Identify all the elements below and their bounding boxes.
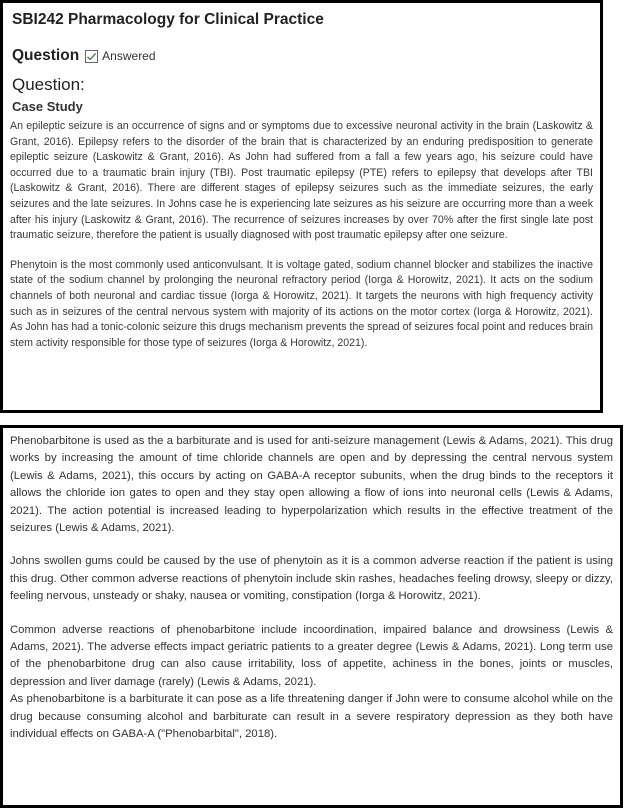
course-title: SBI242 Pharmacology for Clinical Practice (12, 11, 324, 28)
checkmark-icon (86, 51, 97, 62)
question-heading: Question: (12, 75, 85, 94)
answer-continuation-panel (0, 425, 623, 808)
question-label: Question (12, 47, 80, 64)
answer-paragraph-phenobarbitone: Phenobarbitone is used as the a barbiturate and is used for anti-seizure management (Lewis & Adams, 2021). This drug works by increasing the amount of time chloride channels are open and by depressing the central nervous system (Lewis & Adams, 2021), this occurs by acting on GABA-A receptor subunits, when the drug binds to the receptors it allows the chloride ion gates to open and they stay open allowing a flow of ions into neuronal cells (Lewis & Adams, 2021). The action potential is increased leading to hyperpolarization which results in the effective treatment of the seizures (Lewis & Adams, 2021). (10, 435, 613, 535)
answer-paragraph-alcohol-danger: As phenobarbitone is a barbiturate it can pose as a life threatening danger if John were to consume alcohol while on the drug because consuming alcohol and barbiturate can result in a severe respiratory depression as they both have individual effects on GABA-A ("Phenobarbital", 2018). (10, 693, 613, 741)
question-panel (0, 0, 603, 413)
answered-checkbox[interactable] (85, 50, 98, 63)
answered-status: Answered (102, 49, 156, 63)
question-status-row (12, 46, 593, 66)
answer-paragraph-phenytoin: Phenytoin is the most commonly used anticonvulsant. It is voltage gated, sodium channel blocker and stabilizes the inactive state of the sodium channel by prolonging the neuronal refractory period (Iorga & Horowitz, 2021). It acts on the sodium channels of both neuronal and cardiac tissue (Iorga & Horowitz, 2021). It targets the neurons with high frequency activity such as in seizures of the central nervous system with majority of its actions on the motor cortex (Iorga & Horowitz, 2021). As John has had a tonic-colonic seizure this drugs mechanism prevents the spread of seizures focal point and reduces brain stem activity responsible for those type of seizures (Iorga & Horowitz, 2021). (10, 258, 593, 349)
answer-paragraph-adverse-reactions: Common adverse reactions of phenobarbitone include incoordination, impaired balance and drowsiness (Lewis & Adams, 2021). The adverse effects impact geriatric patients to a greater degree (Lewis & Adams, 2021). Long term use of the phenobarbitone drug can also cause irritability, loss of appetite, achiness in the bones, joints or muscles, depression and liver damage (rarely) (Lewis & Adams, 2021). (10, 623, 613, 688)
answer-paragraph-swollen-gums: Johns swollen gums could be caused by the use of phenytoin as it is a common adverse reaction if the patient is using this drug. Other common adverse reactions of phenytoin include skin rashes, headaches feeling drowsy, sleepy or dizzy, feeling nervous, unsteady or shaky, nausea or vomiting, constipation (Iorga & Horowitz, 2021). (10, 555, 613, 603)
answer-paragraph-epilepsy: An epileptic seizure is an occurrence of signs and or symptoms due to excessive neuronal activity in the brain (Laskowitz & Grant, 2016). Epilepsy refers to the disorder of the brain that is characterized by an enduring predisposition to generate epileptic seizure (Laskowitz & Grant, 2016). As John had suffered from a fall a few years ago, his seizure could have occurred due to a traumatic brain injury (TBI). Post traumatic epilepsy (PTE) refers to epilepsy that develops after TBI (Laskowitz & Grant, 2016). There are different stages of epilepsy seizures such as the immediate seizures, the early seizures and the late seizures. In Johns case he is experiencing late seizures as his seizure are occurring more than a week after his injury (Laskowitz & Grant, 2016). The recurrence of seizures increases by over 70% after the first single late post traumatic seizure, therefore the patient is usually diagnosed with post traumatic epilepsy after one seizure. (10, 120, 593, 242)
case-study-label: Case Study (12, 99, 83, 114)
